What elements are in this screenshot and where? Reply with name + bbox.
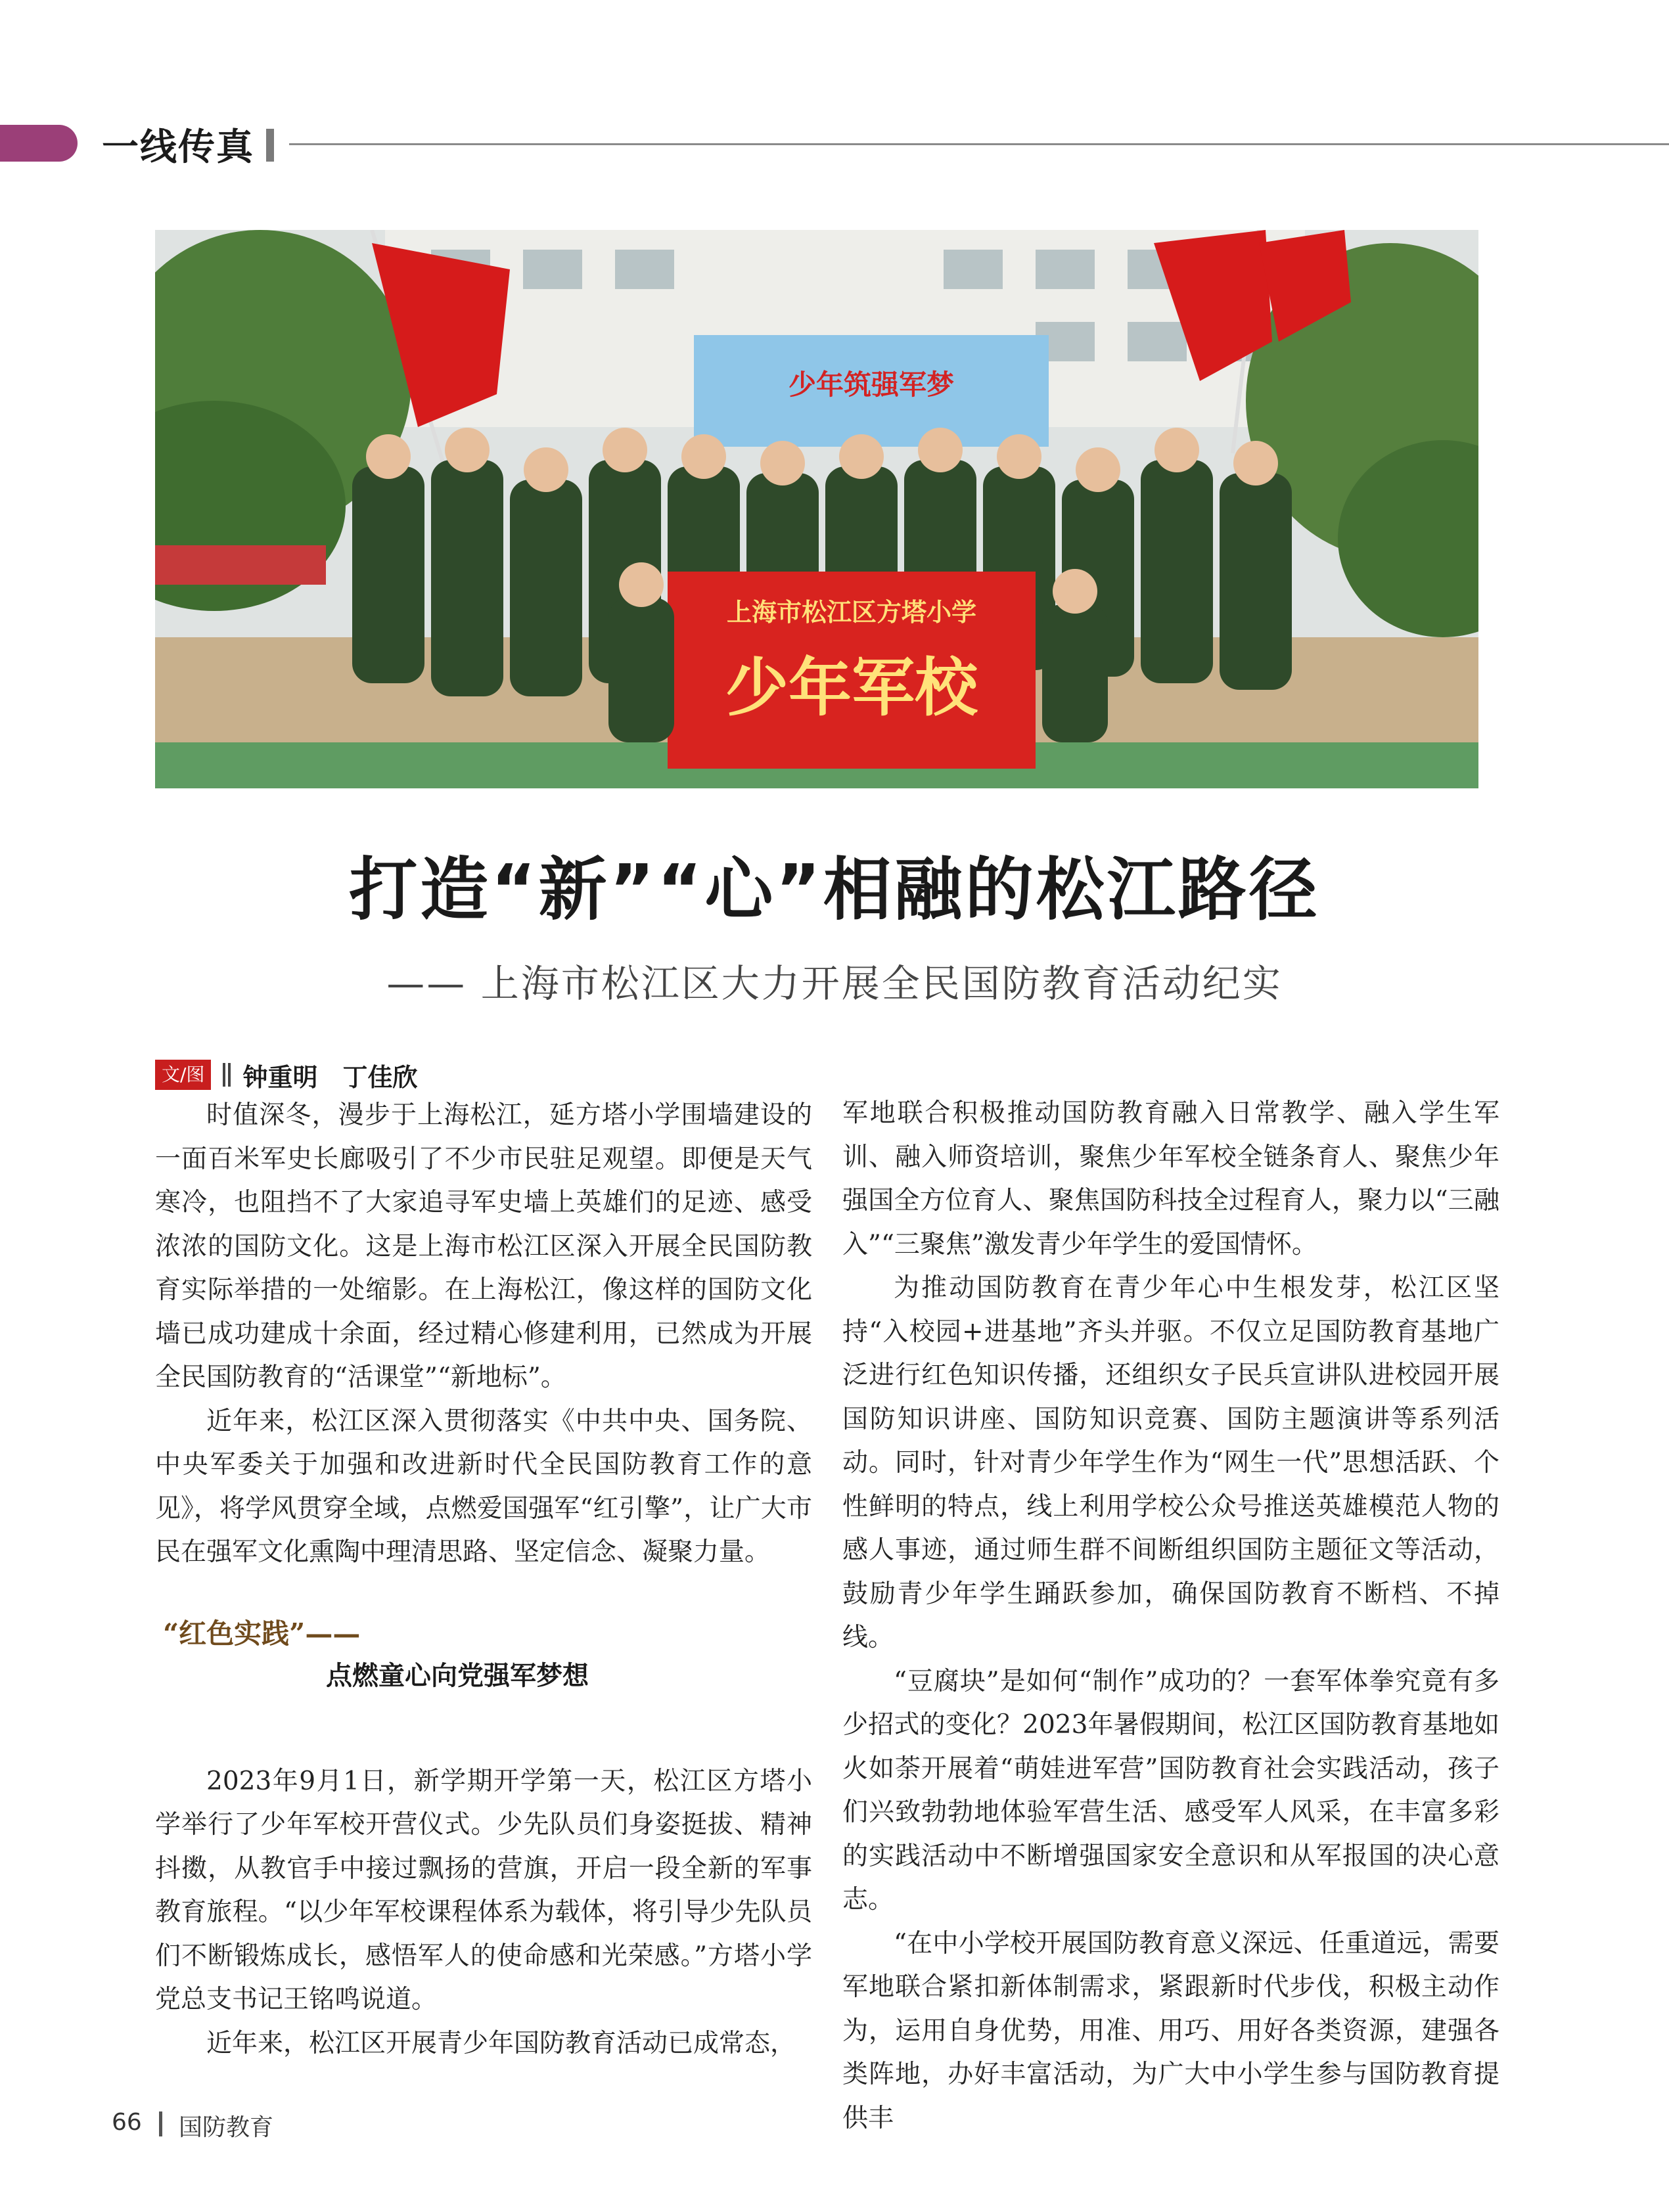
paragraph: 近年来，松江区深入贯彻落实《中共中央、国务院、中央军委关于加强和改进新时代全民国防教育工作的意见》，将学风贯穿全域，点燃爱国强军“红引擎”，让广大市民在强军文化熏陶中理清思路、坚定信念、凝聚力量。 <box>155 1406 812 1567</box>
footer-separator <box>159 2111 162 2136</box>
paragraph: “在中小学校开展国防教育意义深远、任重道远，需要军地联合紧扣新体制需求，紧跟新时代步伐，积极主动作为，运用自身优势，用准、用巧、用好各类资源，建强各类阵地，办好丰富活动，为广大中小学生参与国防教育提供丰 <box>842 1928 1499 2133</box>
section-divider-mark <box>266 129 274 162</box>
page-number: 66 <box>112 2109 142 2136</box>
paragraph: 时值深冬，漫步于上海松江，延方塔小学围墙建设的一面百米军史长廊吸引了不少市民驻足观望。即便是天气寒冷，也阻挡不了大家追寻军史墙上英雄们的足迹、感受浓浓的国防文化。这是上海市松江区深入开展全民国防教育实际举措的一处缩影。在上海松江，像这样的国防文化墙已成功建成十余面，经过精心修建利用，已然成为开展全民国防教育的“活课堂”“新地标”。 <box>155 1100 812 1392</box>
byline-authors: 钟重明 丁佳欣 <box>242 1062 418 1092</box>
backdrop-text: 少年筑强军梦 <box>788 369 955 401</box>
section-label: 一线传真 <box>102 126 254 169</box>
banner-school-name: 上海市松江区方塔小学 <box>726 598 977 627</box>
magazine-title: 国防教育 <box>179 2114 274 2141</box>
article-title: 打造“新”“心”相融的松江路径 <box>349 849 1320 930</box>
paragraph: 为推动国防教育在青少年心中生根发芽，松江区坚持“入校园+进基地”齐头并驱。不仅立足国防教育基地广泛进行红色知识传播，还组织女子民兵宣讲队进校园开展国防知识讲座、国防知识竞赛、国防主题演讲等系列活动。同时，针对青少年学生作为“网生一代”思想活跃、个性鲜明的特点，线上利用学校公众号推送英雄模范人物的感人事迹，通过师生群不间断组织国防主题征文等活动，鼓励青少年学生踊跃参加，确保国防教育不断档、不掉线。 <box>842 1273 1499 1652</box>
paragraph-continued: 军地联合积极推动国防教育融入日常教学、融入学生军训、融入师资培训，聚焦少年军校全链条育人、聚焦少年强国全方位育人、聚焦国防科技全过程育人，聚力以“三融入”“三聚焦”激发青少年学生的爱国情怀。 <box>842 1098 1499 1259</box>
article-subtitle: —— 上海市松江区大力开展全民国防教育活动纪实 <box>386 961 1283 1006</box>
paragraph: 近年来，松江区开展青少年国防教育活动已成常态， <box>206 2028 796 2058</box>
byline <box>155 1058 417 1092</box>
article-photo <box>155 230 1478 788</box>
paragraph: “豆腐块”是如何“制作”成功的？一套军体拳究竟有多少招式的变化？2023年暑假期间，松江区国防教育基地如火如荼开展着“萌娃进军营”国防教育社会实践活动，孩子们兴致勃勃地体验军营生活、感受军人风采，在丰富多彩的实践活动中不断增强国家安全意识和从军报国的决心意志。 <box>842 1666 1499 1914</box>
section-subheading: 点燃童心向党强军梦想 <box>326 1660 589 1691</box>
byline-separator <box>223 1063 231 1087</box>
right-column <box>842 1092 1499 2140</box>
header-rule <box>289 143 1669 145</box>
left-column <box>155 1094 812 2065</box>
section-heading: “红色实践”—— <box>163 1617 361 1650</box>
byline-tag: 文/图 <box>155 1060 211 1090</box>
section-tab-marker <box>0 125 78 162</box>
banner-main-text: 少年军校 <box>725 650 978 725</box>
paragraph: 2023年9月1日，新学期开学第一天，松江区方塔小学举行了少年军校开营仪式。少先队员们身姿挺拔、精神抖擞，从教官手中接过飘扬的营旗，开启一段全新的军事教育旅程。“以少年军校课程体系为载体，将引导少先队员们不断锻炼成长，感悟军人的使命感和光荣感。”方塔小学党总支书记王铭鸣说道。 <box>155 1766 812 2014</box>
